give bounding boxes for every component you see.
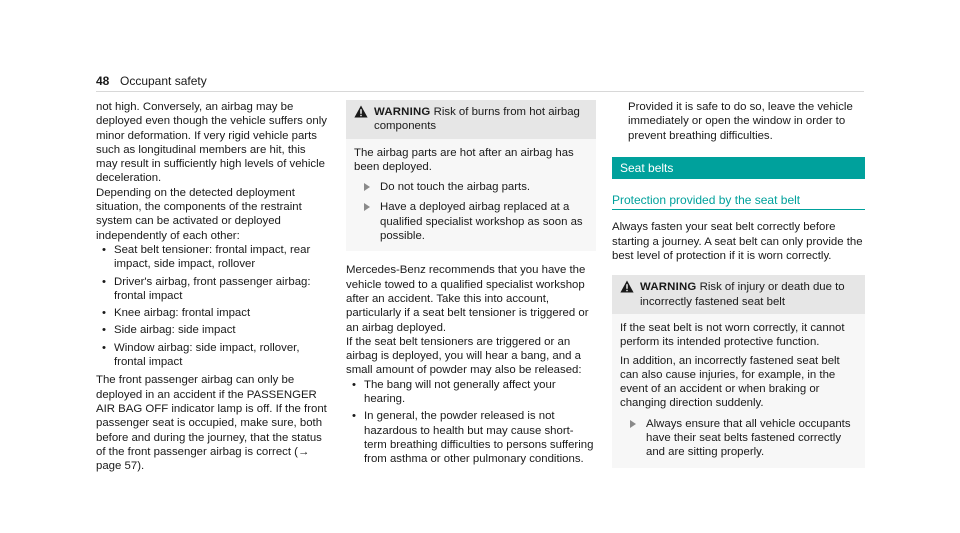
bullet-icon: • [102,341,106,354]
action-arrow-icon [364,183,370,191]
warning-text: If the seat belt is not worn correctly, it cannot perform its intended protective function. [620,321,845,349]
warning-title: Risk of burns from hot airbag components [374,106,580,133]
page-number: 48 [96,74,110,88]
paragraph: not high. Conversely, an airbag may be deployed even though the vehicle suffers only minor deformation. If very rigid vehicle parts such as longitudinal members are hit, this may result in sufficiently high levels of vehicle deceleration. [96,101,327,185]
paragraph: Depending on the detected deployment situation, the components of the restraint system can be activated or deployed independently of each other: [96,186,302,242]
paragraph: If the seat belt tensioners are triggered or an airbag is deployed, you will hear a bang, and a small amount of powder may also be released: [346,335,582,377]
list-item: • Driver's airbag, front passenger airbag: frontal impact [102,275,311,302]
paragraph: The front passenger airbag can only be deployed in an accident if the PASSENGER AIR BAG OFF indicator lamp is off. If the front passenger seat is occupied, make sure, both before and during the journey, that the status of the front passenger airbag is correct (→ page 57). [96,374,327,473]
warning-triangle-icon [620,280,634,293]
warning-title: Risk of injury or death due to incorrectly fastened seat belt [640,281,845,308]
bullet-icon: • [102,324,106,337]
column-1 [96,100,328,473]
subsection-heading: Protection provided by the seat belt [612,193,865,210]
section-heading-bar: Seat belts [612,157,865,179]
warning-box-seatbelt [612,275,865,467]
action-item: Do not touch the airbag parts. [354,180,588,194]
action-item: Have a deployed airbag replaced at a qualified specialist workshop as soon as possible. [354,200,588,243]
action-arrow-icon [364,203,370,211]
column-2 [346,100,596,471]
warning-box-burns [346,100,596,251]
bullet-icon: • [102,307,106,320]
warning-triangle-icon [354,105,368,118]
bullet-icon: • [102,243,106,256]
list-item: • Side airbag: side impact [102,324,236,337]
warning-header [612,275,865,314]
list-item: • Seat belt tensioner: frontal impact, rear impact, side impact, rollover [102,243,311,271]
warning-label: WARNING [374,106,431,118]
header-divider [96,91,864,92]
action-item: Always ensure that all vehicle occupants have their seat belts fastened correctly and are sitting properly. [620,417,857,460]
warning-header [346,100,596,139]
list-item: • In general, the powder released is not hazardous to health but may cause short-term breathing difficulties to persons suffering from asthma or other pulmonary conditions. [352,410,594,466]
action-arrow-icon [630,420,636,428]
bullet-icon: • [352,378,356,391]
column-3 [612,100,865,468]
list-item: • The bang will not generally affect your hearing. [352,378,556,406]
warning-text: In addition, an incorrectly fastened seat belt can also cause injuries, for example, in the event of an accident or when braking or changing direction suddenly. [620,354,840,410]
continuation-text: Provided it is safe to do so, leave the vehicle immediately or open the window in order to prevent breathing difficulties. [628,101,853,142]
paragraph: Mercedes-Benz recommends that you have the vehicle towed to a qualified specialist workshop after an accident. Take this into account, particularly if a seat belt tensioner is triggered or an airbag deployed. [346,264,589,334]
xref-arrow-icon: → [297,445,310,458]
page-reference-link[interactable]: page 57 [96,460,138,473]
warning-text: The airbag parts are hot after an airbag has been deployed. [354,146,574,173]
warning-body [346,139,596,252]
deployment-list [96,243,328,369]
bullet-icon: • [352,410,356,423]
warning-label: WARNING [640,281,697,294]
list-item: • Knee airbag: frontal impact [102,307,251,320]
paragraph: Always fasten your seat belt correctly before starting a journey. A seat belt can only provide the best level of protection if it is worn correctly. [612,221,863,263]
section-title: Occupant safety [120,74,207,88]
warning-body [612,314,865,468]
effects-list [346,378,596,467]
bullet-icon: • [102,275,106,288]
list-item: • Window airbag: side impact, rollover, frontal impact [102,341,300,369]
